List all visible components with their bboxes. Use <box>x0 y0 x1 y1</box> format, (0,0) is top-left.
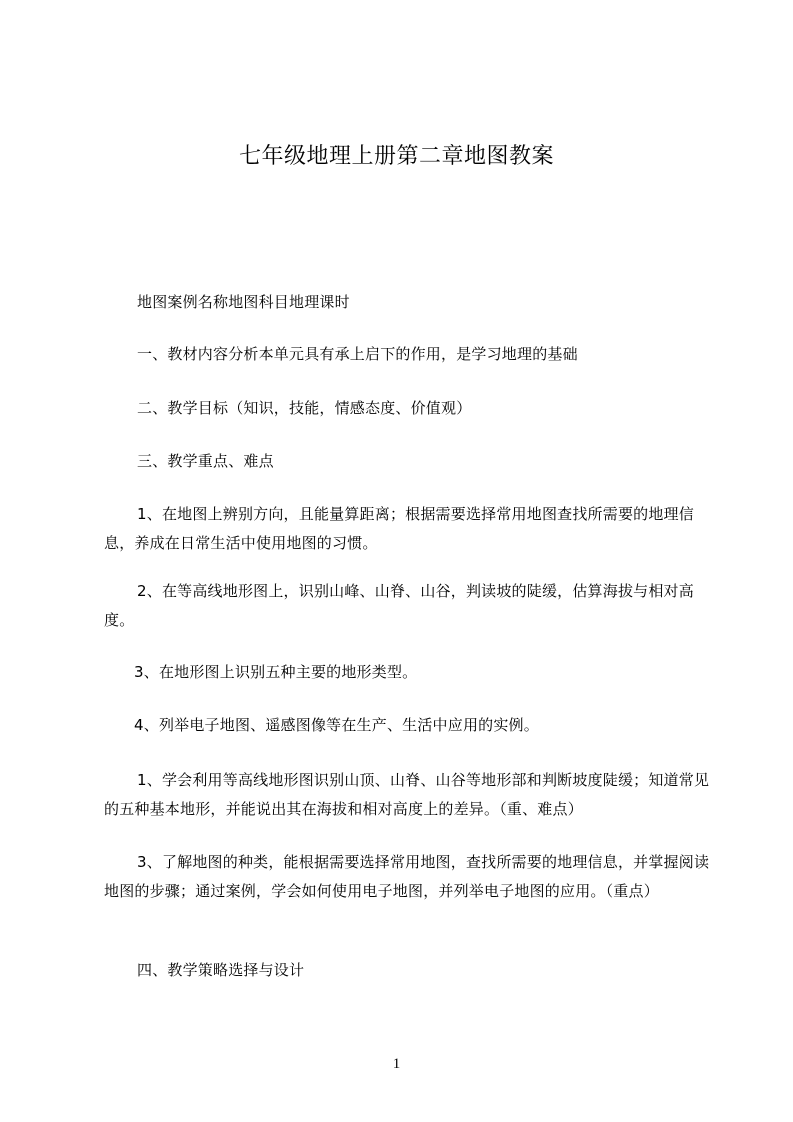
paragraph-key-point-2: 2、在等高线地形图上，识别山峰、山脊、山谷，判读坡的陡缓，估算海拔与相对高度。 <box>104 582 694 629</box>
paragraph-key-point-1: 1、在地图上辨别方向，且能量算距离；根据需要选择常用地图查找所需要的地理信息，养成在日常生活中使用地图的习惯。 <box>104 505 694 552</box>
document-title: 七年级地理上册第二章地图教案 <box>238 144 554 169</box>
paragraph-difficulty-3: 3、了解地图的种类，能根据需要选择常用地图，查找所需要的地理信息，并掌握阅读地图的步骤；通过案例，学会如何使用电子地图，并列举电子地图的应用。（重点） <box>104 853 710 900</box>
paragraph-key-points-heading: 三、教学重点、难点 <box>137 452 274 470</box>
paragraph-textbook-analysis: 一、教材内容分析本单元具有承上启下的作用，是学习地理的基础 <box>137 345 578 363</box>
paragraph-key-point-4: 4、列举电子地图、遥感图像等在生产、生活中应用的实例。 <box>134 716 539 734</box>
paragraph-teaching-goals: 二、教学目标（知识，技能，情感态度、价值观） <box>137 399 472 417</box>
page-number: 1 <box>392 1056 401 1072</box>
paragraph-lesson-info: 地图案例名称地图科目地理课时 <box>137 293 350 311</box>
paragraph-difficulty-1: 1、学会利用等高线地形图识别山顶、山脊、山谷等地形部和判断坡度陡缓；知道常见的五种基本地形，并能说出其在海拔和相对高度上的差异。（重、难点） <box>104 771 710 818</box>
paragraph-key-point-3: 3、在地形图上识别五种主要的地形类型。 <box>134 663 418 681</box>
paragraph-strategy-heading: 四、教学策略选择与设计 <box>137 961 305 979</box>
